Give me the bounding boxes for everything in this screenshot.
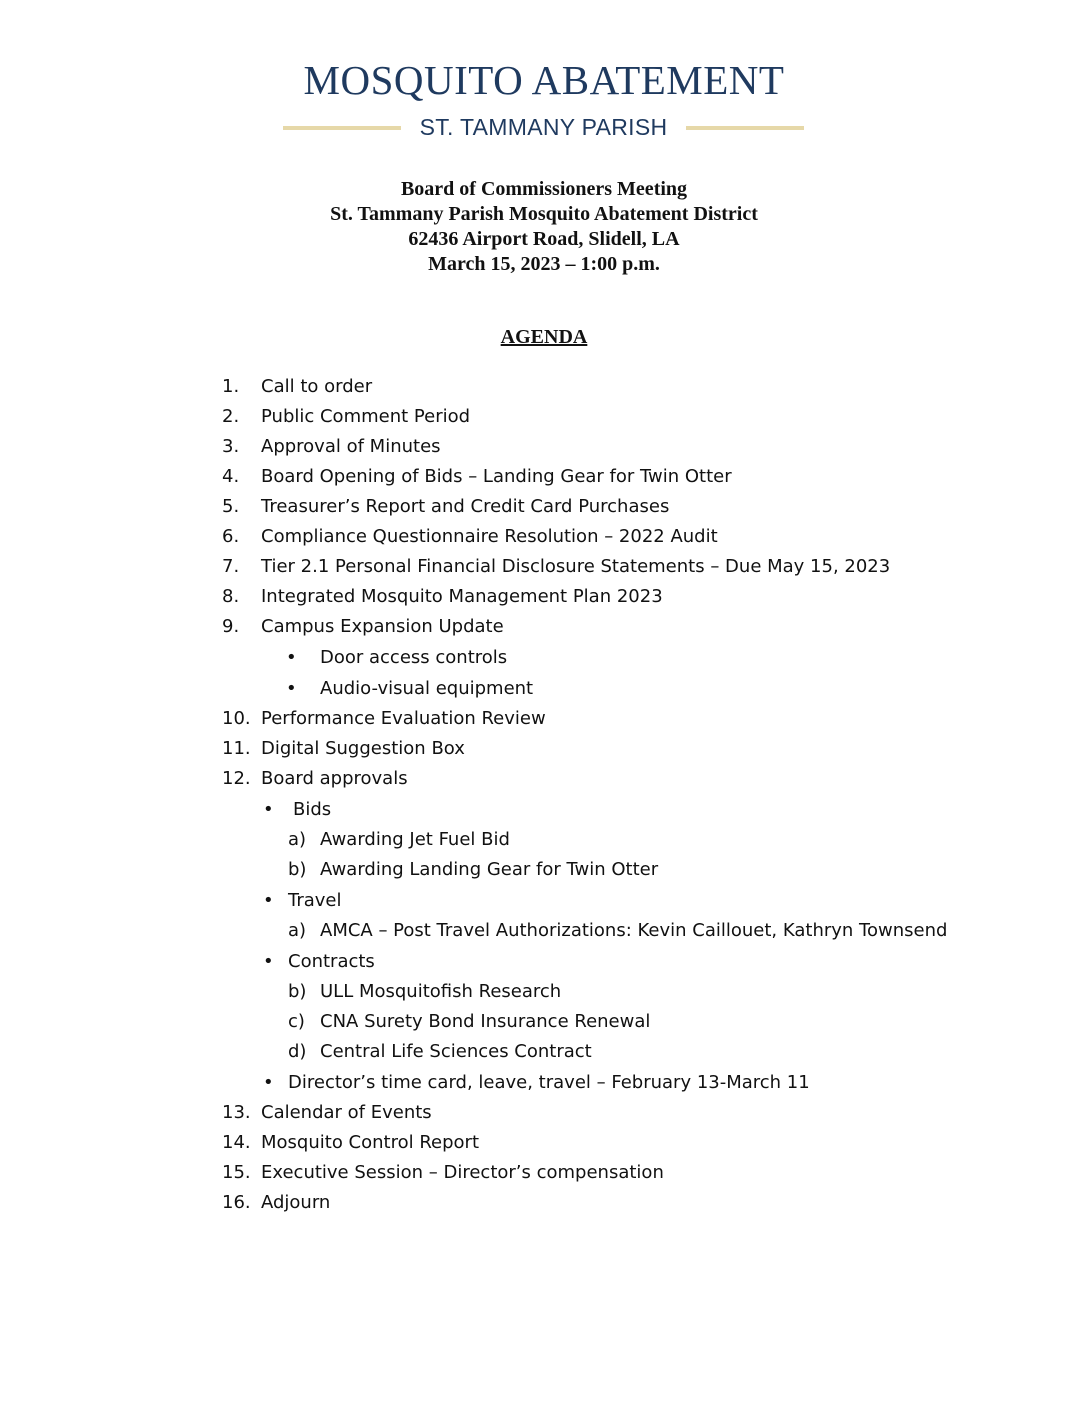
- agenda-item-text: Performance Evaluation Review: [261, 708, 546, 729]
- agenda-item-number: 10.: [222, 708, 251, 729]
- agenda-item-number: 6.: [222, 526, 240, 547]
- agenda-item-number: 14.: [222, 1132, 251, 1153]
- agenda-item-text: Campus Expansion Update: [261, 616, 504, 637]
- agenda-item-number: 16.: [222, 1192, 251, 1213]
- sub-item-letter: a): [288, 829, 307, 850]
- agenda-item-text: Executive Session – Director’s compensation: [261, 1162, 664, 1183]
- agenda-item-text: Approval of Minutes: [261, 436, 441, 457]
- logo-rule-left: [283, 126, 401, 130]
- bullet-icon: •: [263, 951, 274, 972]
- agenda-item-number: 9.: [222, 616, 240, 637]
- agenda-item-number: 12.: [222, 768, 251, 789]
- sub-group-label: Director’s time card, leave, travel – February 13-March 11: [288, 1072, 810, 1093]
- agenda-item-text: Adjourn: [261, 1192, 331, 1213]
- agenda-item-text: Compliance Questionnaire Resolution – 2022 Audit: [261, 526, 718, 547]
- sub-item-text: ULL Mosquitofish Research: [320, 981, 562, 1002]
- logo-title: MOSQUITO ABATEMENT: [303, 57, 785, 103]
- agenda-item-text: Integrated Mosquito Management Plan 2023: [261, 586, 663, 607]
- sub-item-letter: d): [288, 1041, 307, 1062]
- agenda-item-text: Treasurer’s Report and Credit Card Purchases: [261, 496, 670, 517]
- agenda-item-text: Calendar of Events: [261, 1102, 432, 1123]
- meeting-header: [0, 177, 1088, 277]
- logo-subtitle: ST. TAMMANY PARISH: [419, 114, 668, 140]
- meeting-datetime: March 15, 2023 – 1:00 p.m.: [428, 253, 660, 275]
- sub-item-letter: c): [288, 1011, 305, 1032]
- agenda-item-number: 7.: [222, 556, 240, 577]
- agenda-item-number: 5.: [222, 496, 240, 517]
- meeting-title: Board of Commissioners Meeting: [400, 178, 688, 200]
- sub-item-text: Central Life Sciences Contract: [320, 1041, 592, 1062]
- logo-rule-right: [686, 126, 804, 130]
- bullet-icon: •: [263, 890, 274, 911]
- agenda-item-number: 1.: [222, 376, 240, 397]
- agenda-item-number: 11.: [222, 738, 251, 759]
- agenda-item-number: 3.: [222, 436, 240, 457]
- sub-item-letter: a): [288, 920, 307, 941]
- agenda-item-text: Board approvals: [261, 768, 408, 789]
- sub-item-letter: b): [288, 859, 307, 880]
- sub-group-label: Travel: [288, 890, 342, 911]
- agenda-title: AGENDA: [500, 326, 588, 348]
- sub-group-label: Bids: [293, 799, 332, 820]
- agenda-item-number: 4.: [222, 466, 240, 487]
- meeting-address: 62436 Airport Road, Slidell, LA: [408, 228, 680, 250]
- bullet-icon: •: [263, 1072, 274, 1093]
- meeting-organization: St. Tammany Parish Mosquito Abatement District: [330, 203, 758, 225]
- bullet-icon: •: [263, 799, 274, 820]
- sub-item-letter: b): [288, 981, 307, 1002]
- sub-item-text: CNA Surety Bond Insurance Renewal: [320, 1011, 651, 1032]
- bullet-icon: •: [286, 678, 297, 699]
- sub-item-text: Awarding Landing Gear for Twin Otter: [320, 859, 659, 880]
- sub-group-label: Contracts: [288, 951, 375, 972]
- sub-item-text: Audio-visual equipment: [320, 678, 534, 699]
- agenda-item-text: Digital Suggestion Box: [261, 738, 465, 759]
- agenda-item-text: Board Opening of Bids – Landing Gear for Twin Otter: [261, 466, 732, 487]
- sub-item-text: Door access controls: [320, 647, 508, 668]
- sub-item-text: AMCA – Post Travel Authorizations: Kevin Caillouet, Kathryn Townsend: [320, 920, 948, 941]
- bullet-icon: •: [286, 647, 297, 668]
- sub-item-text: Awarding Jet Fuel Bid: [320, 829, 510, 850]
- agenda-item-text: Public Comment Period: [261, 406, 471, 427]
- agenda-item-text: Tier 2.1 Personal Financial Disclosure Statements – Due May 15, 2023: [261, 556, 891, 577]
- agenda-item-number: 15.: [222, 1162, 251, 1183]
- logo: [0, 56, 1088, 144]
- agenda-item-number: 13.: [222, 1102, 251, 1123]
- agenda-item-text: Call to order: [261, 376, 373, 397]
- agenda-item-text: Mosquito Control Report: [261, 1132, 480, 1153]
- agenda-item-number: 2.: [222, 406, 240, 427]
- agenda-item-number: 8.: [222, 586, 240, 607]
- logo-subtitle-row: [0, 110, 1088, 144]
